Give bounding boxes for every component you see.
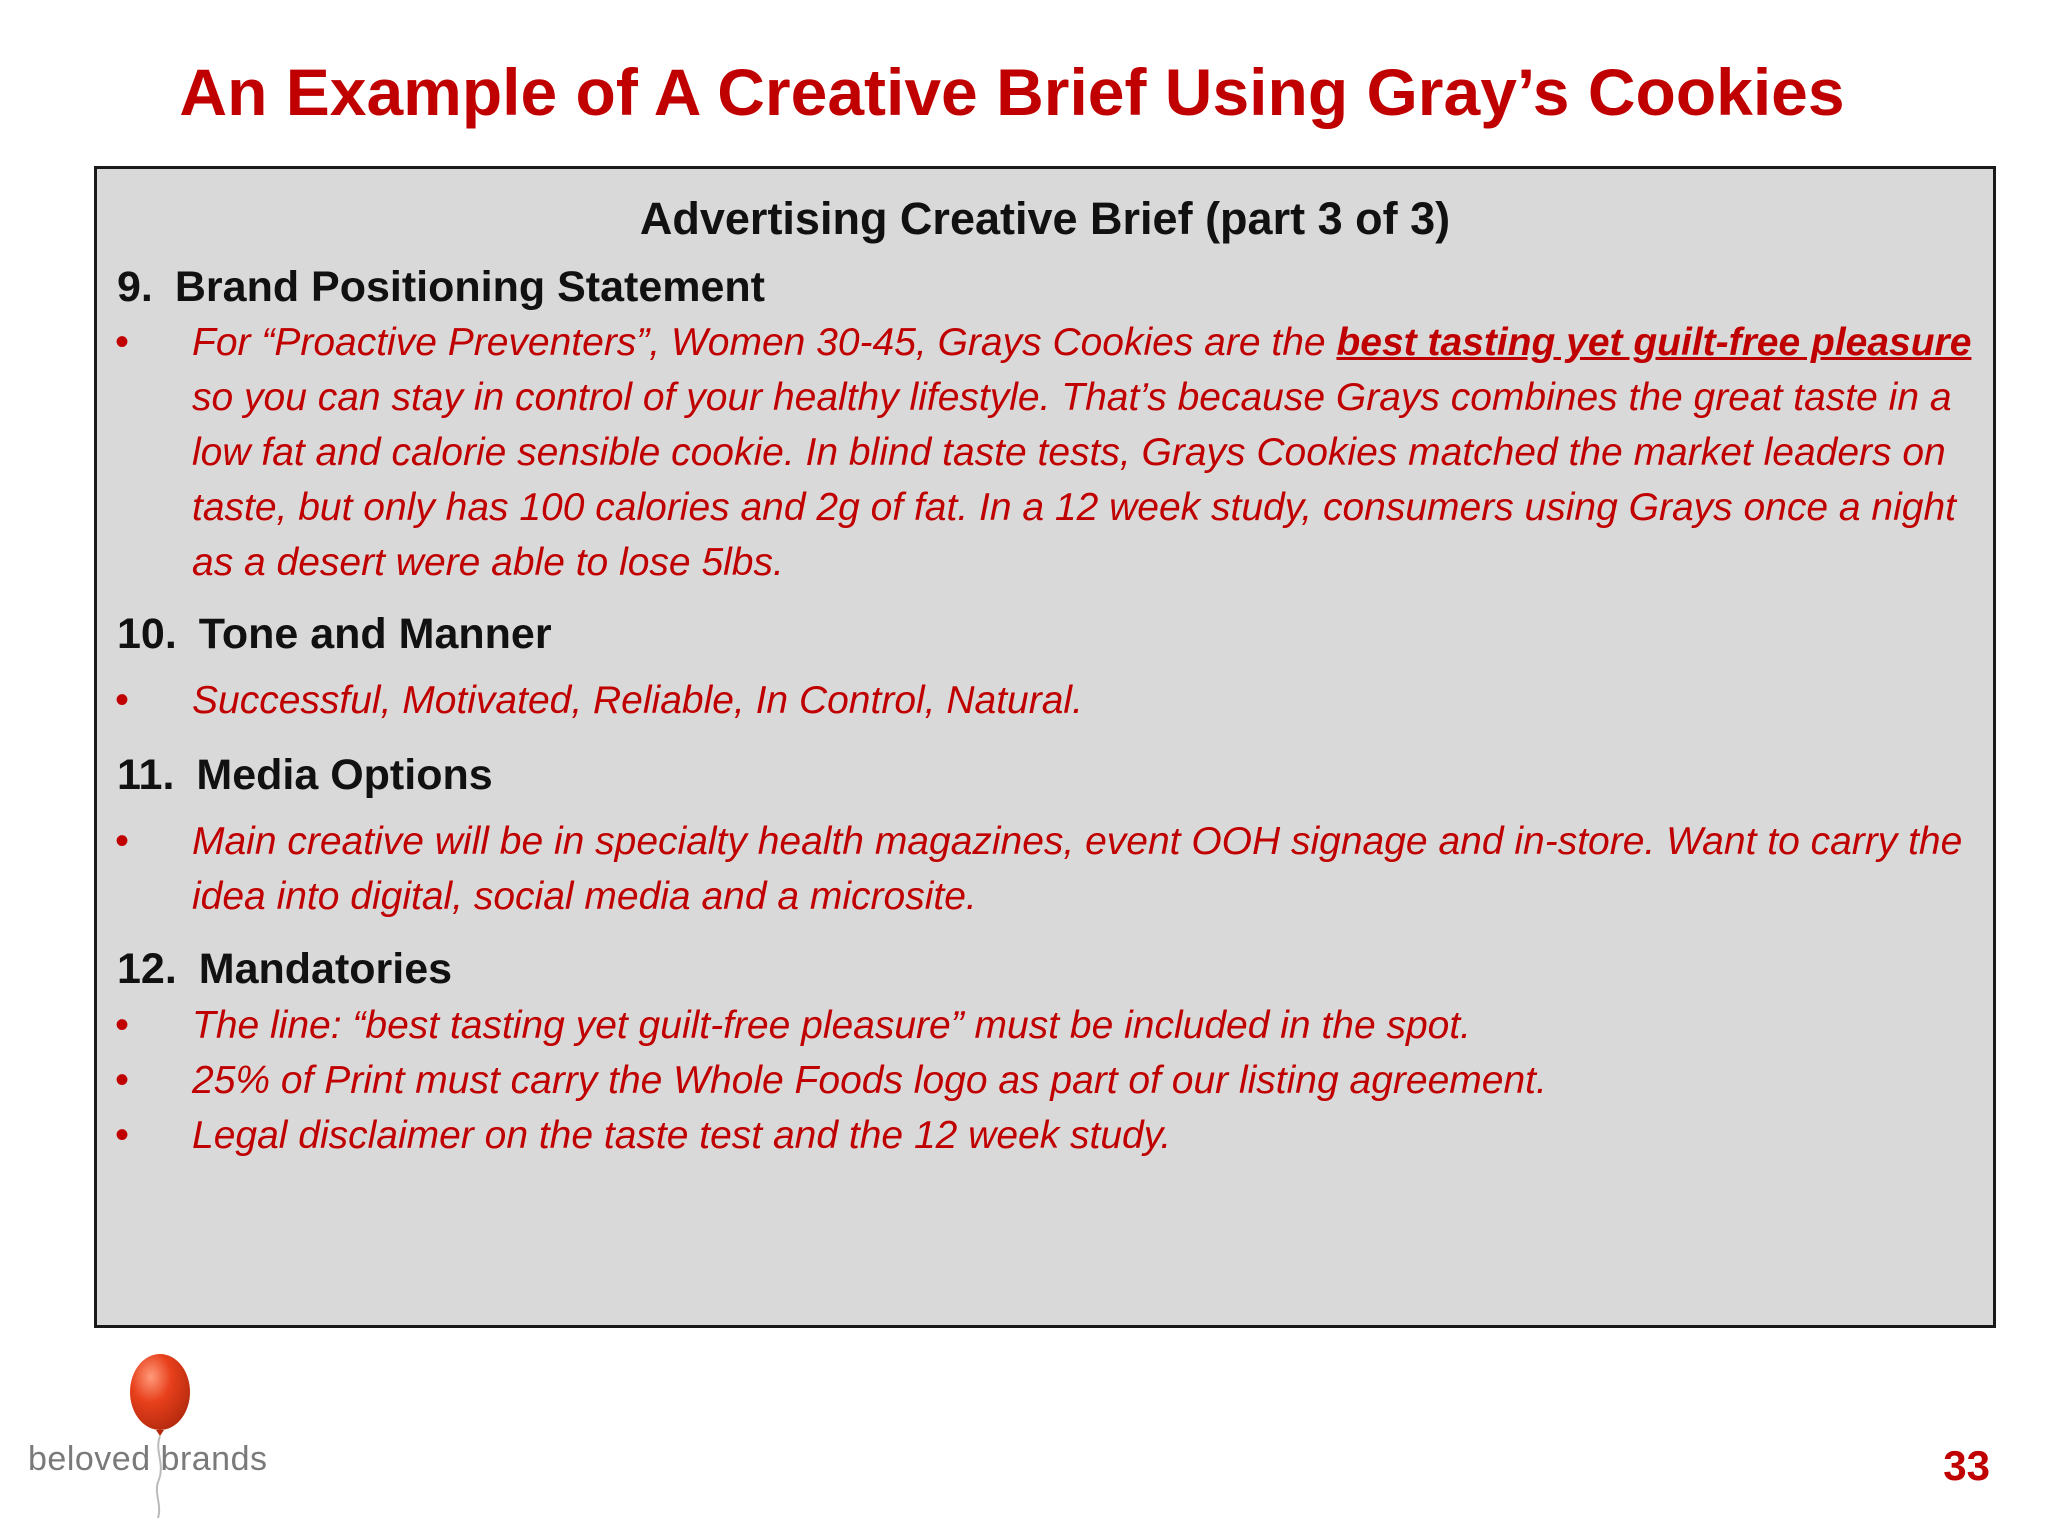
bullet-marker: •	[115, 1058, 130, 1102]
slide-title: An Example of A Creative Brief Using Gray’s Cookies	[179, 55, 1845, 129]
section-number: 9.	[117, 263, 153, 311]
bullet-marker: •	[115, 1113, 130, 1157]
section-title-brand-positioning	[117, 259, 765, 315]
section-title-mandatories	[117, 941, 452, 997]
section-label: Media Options	[196, 751, 493, 799]
page-number: 33	[1943, 1442, 1990, 1489]
mandatory-item: 25% of Print must carry the Whole Foods logo as part of our listing agreement.	[192, 1059, 1547, 1102]
section-number: 10.	[117, 610, 177, 658]
section-title-media-options	[117, 747, 493, 803]
positioning-post: so you can stay in control of your healthy lifestyle. That’s because Grays combines the great taste in a low fat and calorie sensible cookie. In blind taste tests, Grays Cookies matched the market leaders on taste, but only has 100 calories and 2g of fat. In a 12 week study, consumers using Grays once a night as a desert were able to lose 5lbs.	[192, 376, 1956, 584]
tone-text: Successful, Motivated, Reliable, In Control, Natural.	[192, 679, 1083, 722]
bullet-marker: •	[115, 819, 130, 863]
creative-brief-box	[94, 166, 1996, 1328]
section-number: 11.	[117, 751, 175, 799]
bullet-marker: •	[115, 320, 130, 364]
positioning-emphasis: best tasting yet guilt-free pleasure	[1336, 321, 1972, 364]
brief-heading: Advertising Creative Brief (part 3 of 3)	[639, 193, 1451, 244]
section-title-tone-and-manner	[117, 606, 552, 662]
section-label: Tone and Manner	[198, 610, 552, 658]
balloon-icon	[28, 1352, 288, 1522]
bullet-marker: •	[115, 1003, 130, 1047]
section-number: 12.	[117, 945, 177, 993]
section-label: Brand Positioning Statement	[174, 263, 765, 311]
beloved-brands-logo	[28, 1352, 288, 1522]
mandatory-item: The line: “best tasting yet guilt-free pleasure” must be included in the spot.	[192, 1004, 1472, 1047]
mandatory-item: Legal disclaimer on the taste test and the 12 week study.	[192, 1114, 1172, 1157]
section-label: Mandatories	[198, 945, 453, 993]
positioning-pre: For “Proactive Preventers”, Women 30-45, Grays Cookies are the	[192, 321, 1337, 364]
logo-text: beloved brands	[28, 1440, 268, 1478]
positioning-statement-text	[192, 315, 1982, 590]
media-options-text: Main creative will be in specialty health magazines, event OOH signage and in-store. Want to carry the idea into digital, social media and a microsite.	[192, 820, 1963, 918]
bullet-marker: •	[115, 678, 130, 722]
